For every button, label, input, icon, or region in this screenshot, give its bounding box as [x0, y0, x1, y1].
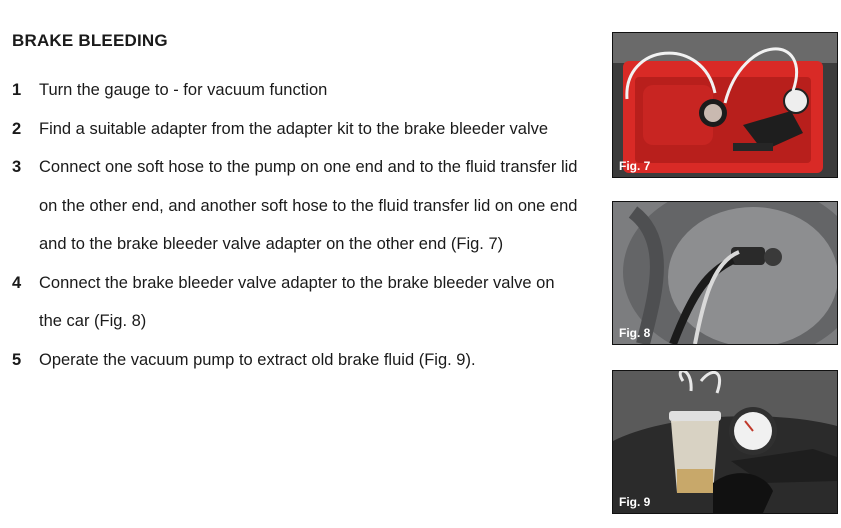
step-text: Turn the gauge to - for vacuum function [39, 81, 328, 99]
figure-8-image [612, 201, 838, 345]
step-item [12, 148, 592, 264]
step-text: Connect the brake bleeder valve adapter to the brake bleeder valve on the car (Fig. 8) [39, 273, 555, 330]
step-item [12, 71, 592, 110]
figure-7-image [612, 32, 838, 178]
figure-9-photo [613, 371, 837, 513]
step-item [12, 264, 592, 341]
steps-list [12, 71, 592, 379]
section-title: BRAKE BLEEDING [12, 31, 168, 50]
step-number: 5 [12, 350, 22, 369]
figure-label: Fig. 7 [619, 159, 651, 173]
figure-label: Fig. 8 [619, 326, 651, 340]
step-text: Connect one soft hose to the pump on one end and to the fluid transfer lid on the other end, and another soft hose to the fluid transfer lid on one end and to the brake bleeder valve adapter on the other end (Fig. 7) [39, 158, 578, 253]
figure-8-photo [613, 202, 837, 344]
step-number: 4 [12, 273, 22, 292]
figure-9-image [612, 370, 838, 514]
step-number: 3 [12, 158, 22, 176]
figure-7-photo [613, 33, 837, 177]
step-item [12, 110, 592, 149]
step-text: Operate the vacuum pump to extract old brake fluid (Fig. 9). [39, 350, 476, 369]
step-number: 2 [12, 119, 22, 138]
step-text: Find a suitable adapter from the adapter kit to the brake bleeder valve [39, 119, 549, 138]
step-item [12, 341, 592, 380]
figure-label: Fig. 9 [619, 495, 651, 509]
step-number: 1 [12, 81, 22, 99]
